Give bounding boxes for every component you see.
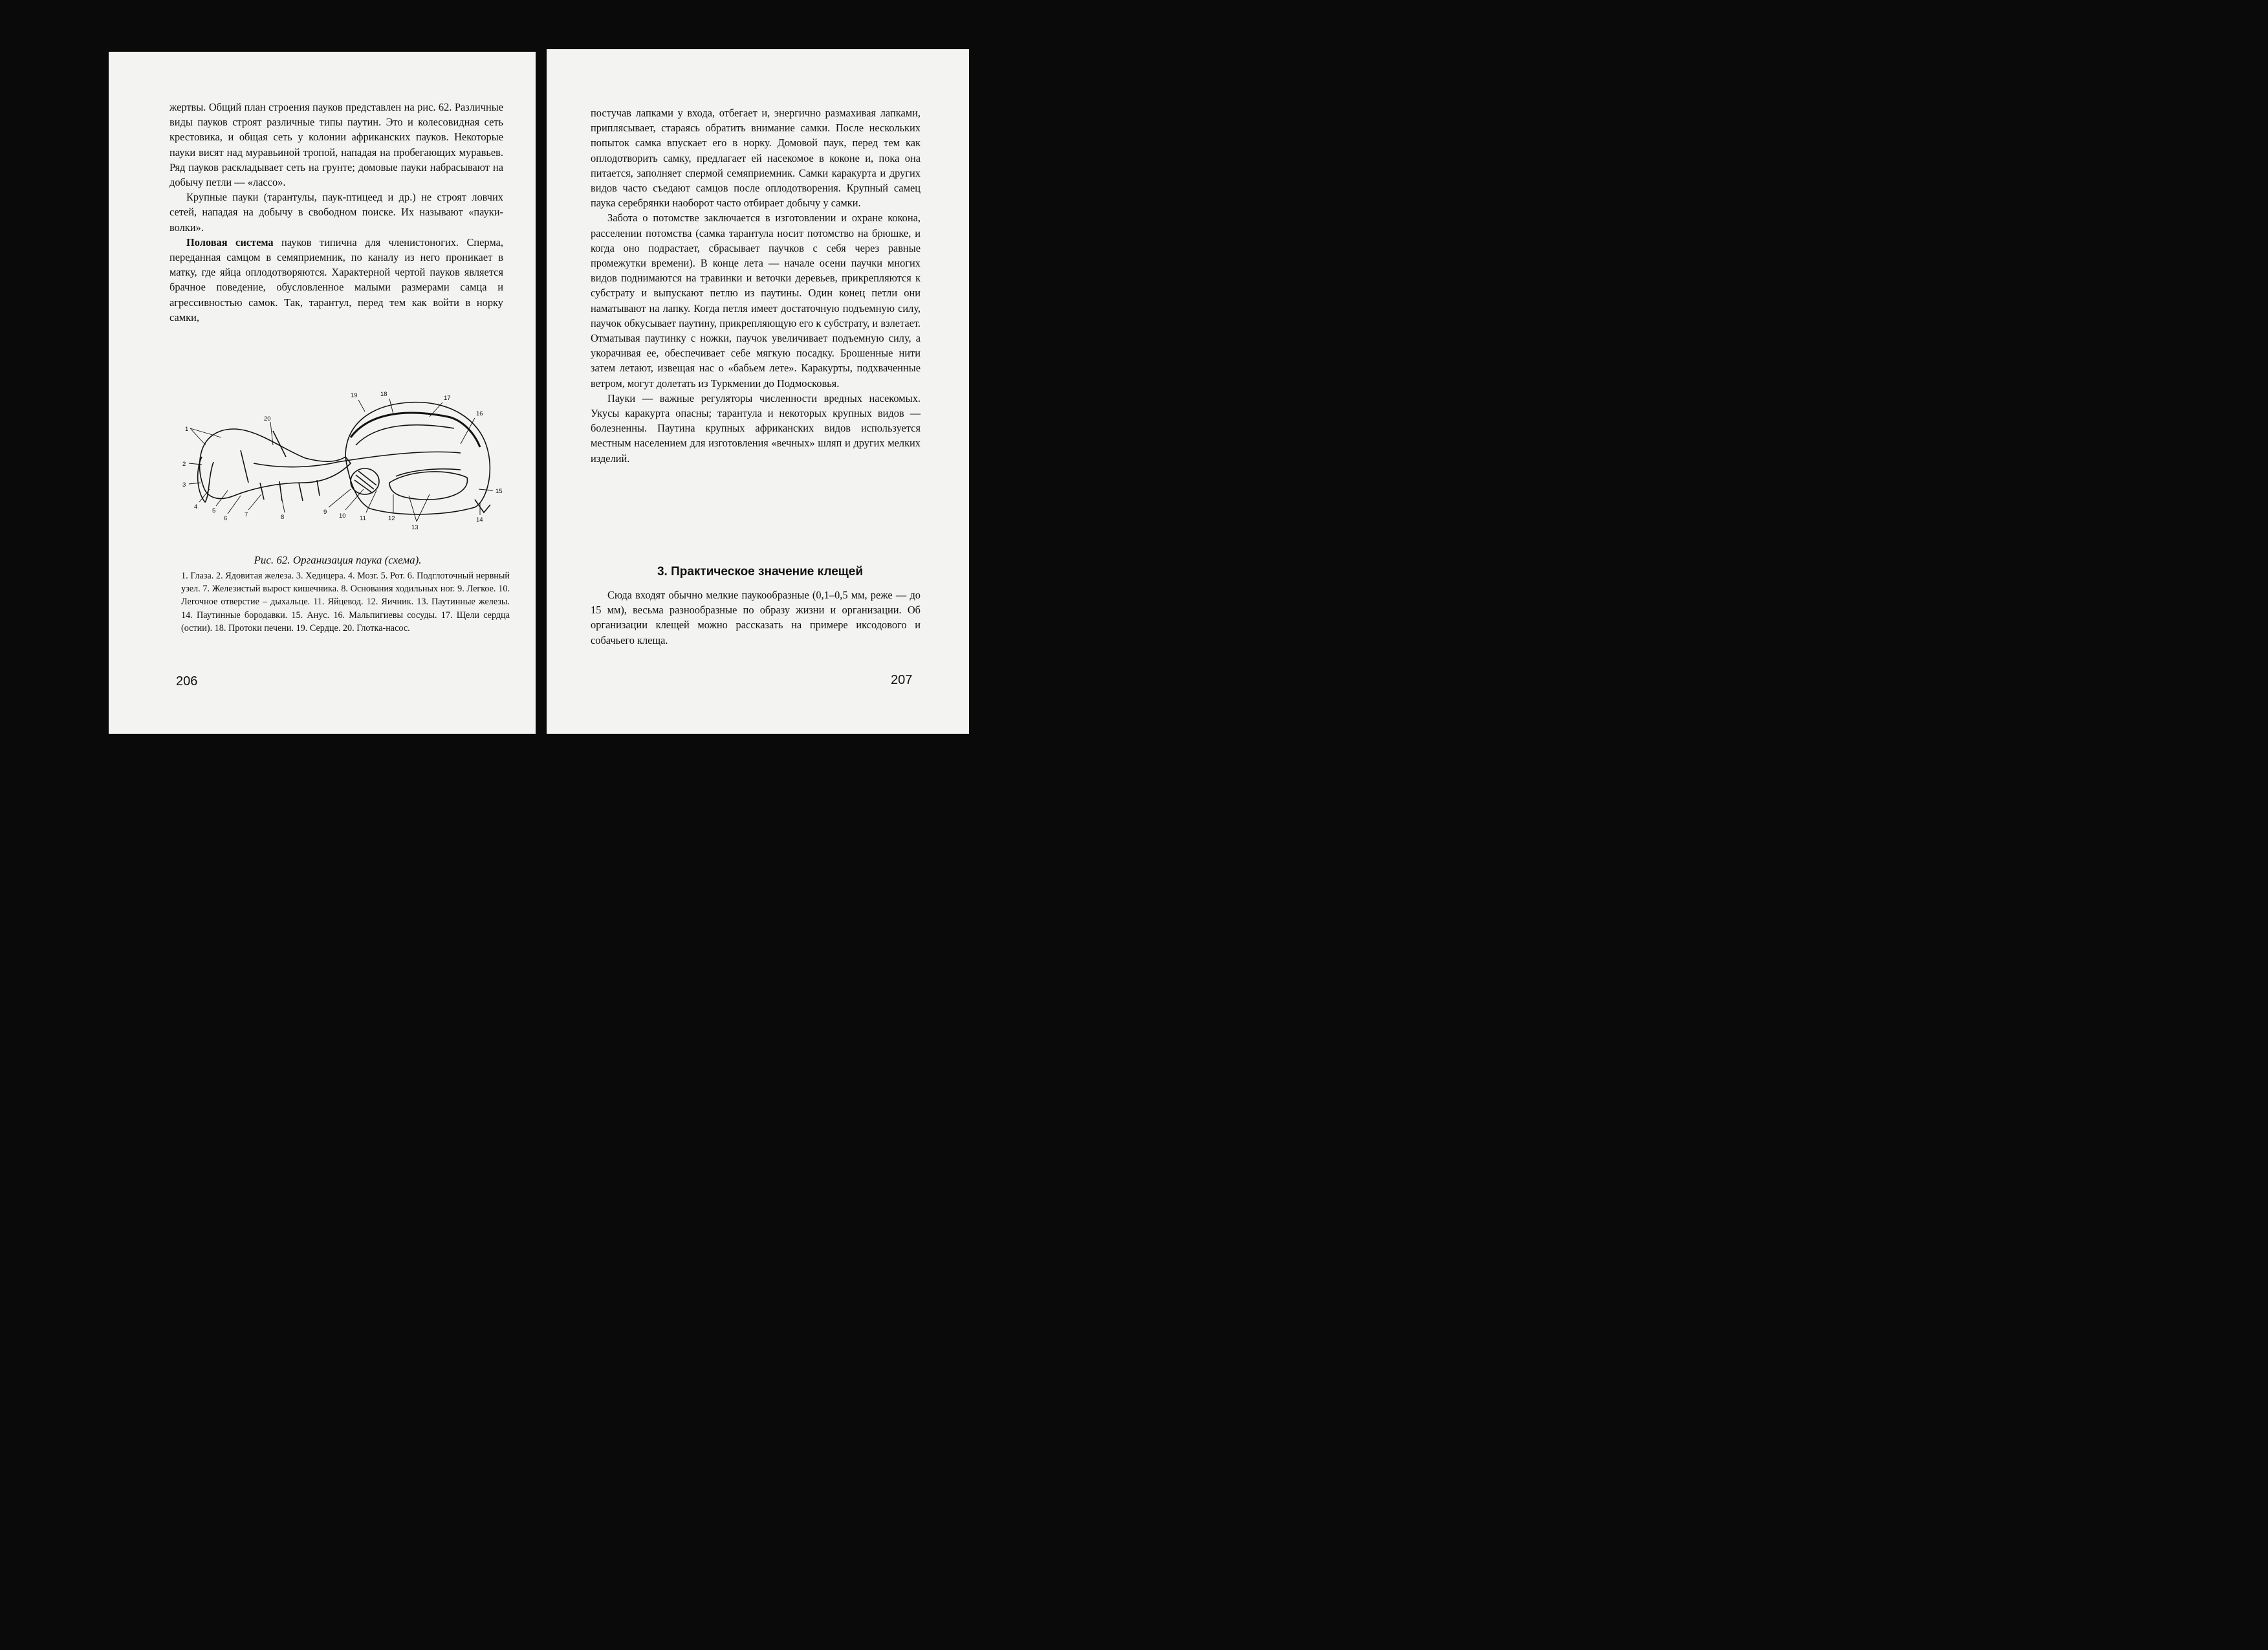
- right-body-text: [591, 105, 921, 466]
- fig-label: 5: [212, 507, 216, 514]
- figure-legend: 1. Глаза. 2. Ядовитая железа. 3. Хедицера. 4. Мозг. 5. Рот. 6. Подглоточный нервный узел. 7. Железистый вырост кишечника. 8. Основания ходильных ног. 9. Легкое. 10. Легочное отверстие – дыхальце. 11. Яйцевод. 12. Яичник. 13. Паутинные железы. 14. Паутинные бородавки. 15. Анус. 16. Мальпигиевы сосуды. 17. Щели сердца (остии). 18. Протоки печени. 19. Сердце. 20. Глотка-насос.: [181, 571, 510, 633]
- section-heading: 3. Практическое значение клещей: [657, 565, 864, 578]
- right-page: [547, 49, 969, 734]
- fig-label: 8: [281, 514, 285, 521]
- section-body: [591, 588, 921, 648]
- right-paragraph-3: Пауки — важные регуляторы численности вредных насекомых. Укусы каракурта опасны; тарантула и некоторых крупных видов — болезненны. Паутина крупных африканских видов используется местным населением для изготовления «вечных» шляп и других мелких изделий.: [591, 391, 921, 465]
- fig-label: 17: [444, 395, 451, 402]
- section-paragraph: Сюда входят обычно мелкие паукообразные (0,1–0,5 мм, реже — до 15 мм), весьма разнообразные по образу жизни и организации. Об организации клещей можно рассказать на примере иксодового и собачьего клеща.: [591, 589, 921, 646]
- heart-shape: [351, 413, 480, 447]
- fig-label: 18: [380, 391, 387, 398]
- fig-label: 19: [351, 392, 358, 399]
- figure-caption-title: Рис. 62. Организация паука (схема).: [254, 554, 422, 566]
- left-paragraph-1: жертвы. Общий план строения пауков представлен на рис. 62. Различные виды пауков строят различные типы паутин. Это и колесовидная сеть крестовика, и общая сеть у колонии африканских пауков. Некоторые пауки висят над муравьиной тропой, нападая на пробегающих муравьев. Ряд пауков раскладывает сеть на грунте; домовые пауки набрасывают на добычу петли — «лассо».: [169, 101, 503, 189]
- fig-label: 14: [476, 516, 483, 523]
- left-paragraph-3: [169, 235, 503, 325]
- ovary-shape: [389, 472, 467, 500]
- fig-label: 10: [339, 512, 346, 520]
- fig-label: 11: [360, 515, 366, 522]
- page-number-left: 206: [176, 674, 198, 688]
- left-paragraph-2: Крупные пауки (тарантулы, паук-птицеед и др.) не строят ловчих сетей, нападая на добычу в свободном поиске. Их называют «пауки-волки».: [169, 191, 503, 234]
- fig-label: 1: [185, 426, 189, 433]
- spider-anatomy-figure: [176, 386, 512, 541]
- fig-label: 2: [182, 461, 186, 468]
- fig-label: 4: [194, 503, 198, 511]
- scan-edge-right: [969, 52, 983, 734]
- fig-label: 7: [245, 511, 248, 518]
- fig-label: 15: [496, 488, 503, 495]
- fig-label: 9: [323, 509, 327, 516]
- left-paragraph-3-text: пауков типична для членистоногих. Сперма, переданная самцом в семяприемник, по каналу из него проникает в матку, где яйца оплодотворяются. Характерной чертой пауков является брачное поведение, обусловленное малыми размерами самца и агрессивностью самок. Так, тарантул, перед тем как войти в норку самки,: [169, 236, 503, 324]
- fig-label: 3: [182, 481, 186, 489]
- fig-label: 6: [224, 515, 228, 522]
- left-page: [109, 52, 536, 734]
- bold-term: Половая система: [186, 236, 274, 248]
- scan-shadow-spine: [536, 0, 547, 734]
- right-paragraph-2: Забота о потомстве заключается в изготовлении и охране кокона, расселении потомства (самка тарантула носит потомство на брюшке, и когда оно подрастает, сбрасывает паучков с себя через равные промежутки времени). В конце лета — начале осени паучки многих видов поднимаются на травинки и веточки деревьев, прикрепляются к субстрату и выпускают петлю из паутины. Один конец петли они наматывают на лапку. Когда петля имеет достаточную подъемную силу, паучок обкусывает паутину, прикрепляющую его к субстрату, и взлетает. Отматывая паутинку с ножки, паучок увеличивает подъемную силу, а укорачивая ее, обеспечивает себе мягкую посадку. Брошенные нити затем летают, извещая нас о «бабьем лете». Каракурты, подхваченные ветром, могут долетать из Туркмении до Подмосковья.: [591, 212, 921, 390]
- page-number-right: 207: [891, 673, 913, 687]
- fig-label: 20: [264, 415, 271, 423]
- right-paragraph-1: постучав лапками у входа, отбегает и, энергично размахивая лапками, приплясывает, стараясь обратить внимание самки. После нескольких попыток самка впускает его в норку. Домовой паук, перед тем как оплодотворить самку, предлагает ей насекомое в коконе и, пока она питается, заполняет спермой семяприемник. Самки каракурта и других видов часто съедают самцов после оплодотворения. Крупный самец паука серебрянки наоборот часто отбирает добычу у самки.: [591, 107, 921, 210]
- fig-label: 16: [476, 410, 483, 417]
- left-body-text: [169, 100, 503, 325]
- abdomen-outline: [345, 402, 490, 514]
- fig-label: 13: [411, 524, 419, 531]
- fig-label: 12: [388, 515, 395, 522]
